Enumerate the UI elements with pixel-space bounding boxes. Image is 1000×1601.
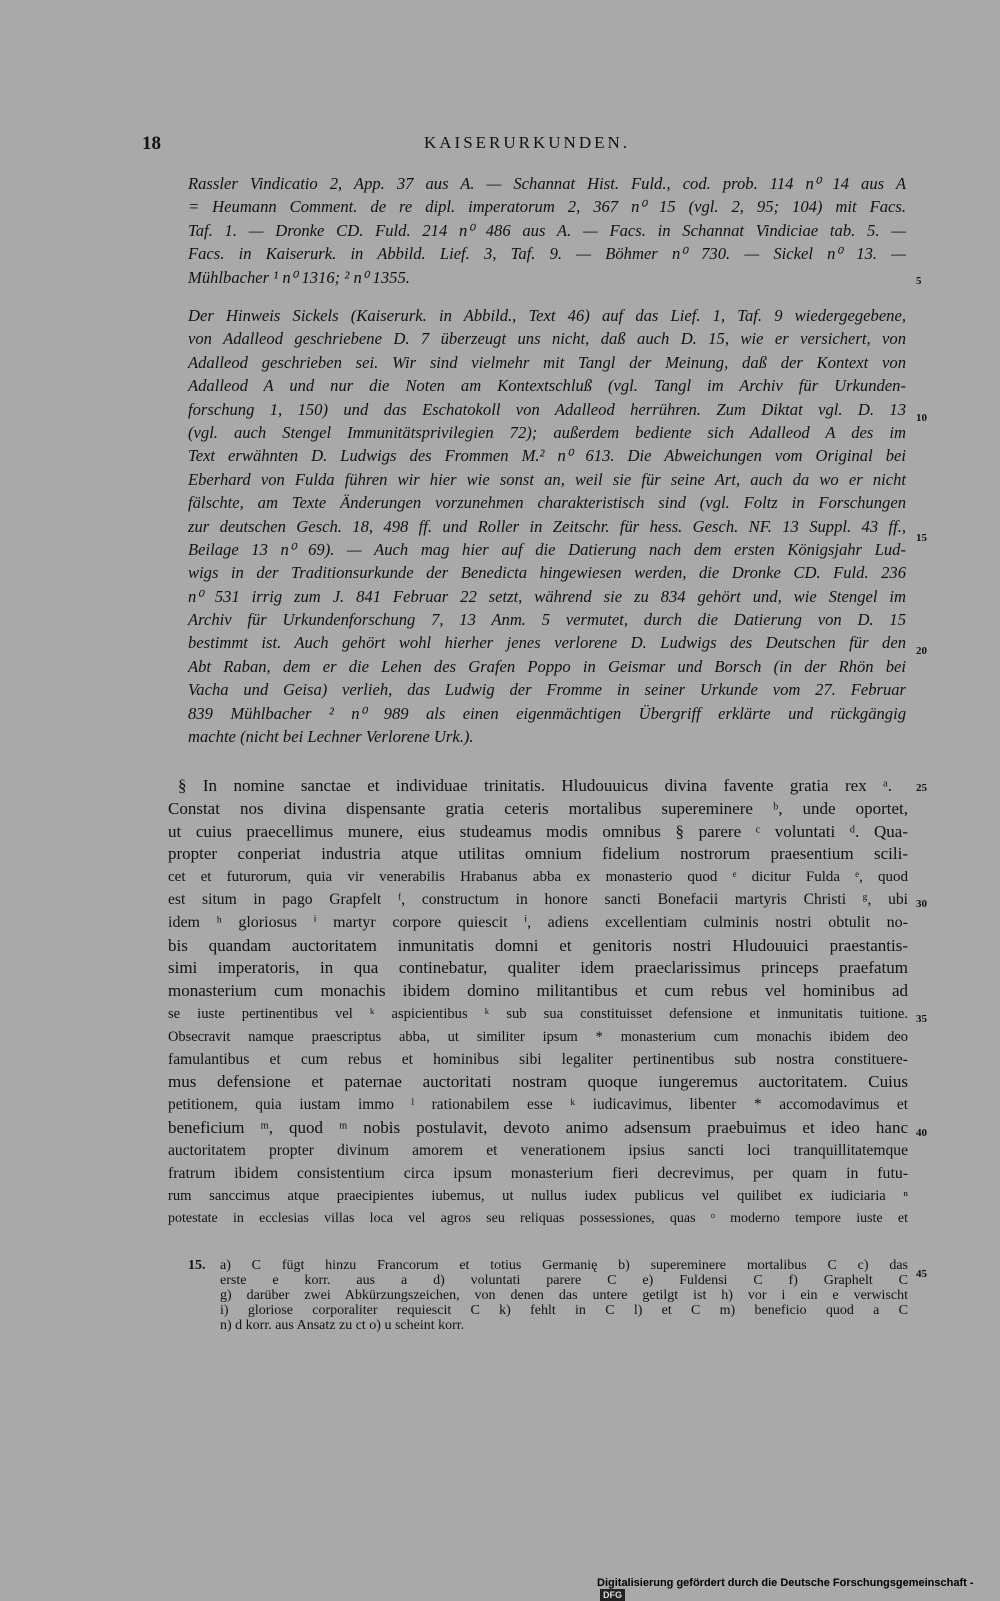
reference-line: Facs. in Kaiserurk. in Abbild. Lief. 3, Taf. 9. — Böhmer n⁰ 730. — Sickel n⁰ 13. — [188, 244, 906, 264]
charter-line: famulantibus et cum rebus et hominibus sibi legaliter pertinentibus sub nostra constituere- [168, 1050, 908, 1068]
charter-line: idem ʰ gloriosus ⁱ martyr corpore quiescit ⁱ, adiens excellentiam culminis nostri obtulit no- [168, 913, 908, 931]
footnote-line: n) d korr. aus Ansatz zu ct o) u scheint korr. [220, 1318, 465, 1333]
charter-line: rum sanccimus atque praecipientes iubemus, ut nullus iudex publicus vel quilibet ex iudiciaria ⁿ [168, 1188, 908, 1205]
footnote-line: a) C fügt hinzu Francorum et totius Germanię b) supereminere mortalibus C c) das [220, 1258, 908, 1273]
charter-line: simi imperatoris, in qua continebatur, qualiter idem praeclarissimus princeps praefatum [168, 958, 908, 978]
commentary-line: 839 Mühlbacher ² n⁰ 989 als einen eigenmächtigen Übergriff erklärte und rückgängig [188, 703, 906, 723]
charter-line: monasterium cum monachis ibidem domino militantibus et cum rebus vel hominibus ad [168, 981, 908, 1001]
reference-line: Taf. 1. — Dronke CD. Fuld. 214 n⁰ 486 aus A. — Facs. in Schannat Vindiciae tab. 5. — [188, 220, 906, 240]
charter-line: ut cuius praecellimus munere, eius studeamus modis omnibus § parere ᶜ voluntati ᵈ. Qua- [168, 821, 908, 841]
charter-line: propter conperiat industria atque utilitas omnium fidelium nostrorum praesentium scili- [168, 844, 908, 864]
commentary-line: Archiv für Urkundenforschung 7, 13 Anm. 5 vermutet, durch die Datierung von D. 15 [188, 610, 906, 630]
charter-line: Obsecravit namque praescriptus abba, ut similiter ipsum * monasterium cum monachis ibidem deo [168, 1028, 908, 1045]
margin-line-number: 35 [916, 1013, 927, 1025]
commentary-line: Vacha und Geisa) verlieh, das Ludwig der Fromme in seiner Urkunde vom 27. Februar [188, 680, 906, 700]
running-head: KAISERURKUNDEN. [423, 133, 631, 152]
commentary-line: von Adalleod geschriebene D. 7 überzeugt uns nicht, daß auch D. 15, wie er versichert, von [188, 329, 906, 349]
charter-line: potestate in ecclesias villas loca vel agros seu reliquas possessiones, quas ᵒ moderno tempore iuste et [168, 1211, 908, 1227]
commentary-block [188, 304, 906, 748]
commentary-line: Text erwähnten D. Ludwigs des Frommen M.² n⁰ 613. Die Abweichungen vom Original bei [188, 446, 906, 466]
margin-line-number: 20 [916, 645, 927, 657]
margin-line-number: 30 [916, 898, 927, 910]
commentary-line: Der Hinweis Sickels (Kaiserurk. in Abbild., Text 46) auf das Lief. 1, Taf. 9 wiedergegebene, [188, 306, 906, 325]
dfg-logo: DFG [600, 1589, 625, 1601]
commentary-line: Beilage 13 n⁰ 69). — Auch mag hier auf die Datierung nach dem ersten Königsjahr Lud- [188, 539, 906, 559]
charter-line: Constat nos divina dispensante gratia ceteris mortalibus supereminere ᵇ, unde oportet, [168, 798, 908, 818]
footnote-line: g) darüber zwei Abkürzungszeichen, von denen das untere getilgt ist h) vor i ein e verwischt [220, 1288, 908, 1303]
commentary-line: Adalleod geschrieben sei. Wir sind vielmehr mit Tangl der Meinung, daß der Kontext von [188, 352, 906, 372]
commentary-line: zur deutschen Gesch. 18, 498 ff. und Roller in Zeitschr. für hess. Gesch. NF. 13 Suppl. 43 ff., [188, 516, 906, 536]
commentary-line: (vgl. auch Stengel Immunitätsprivilegien 72); außerdem bediente sich Adalleod A des im [188, 422, 906, 442]
commentary-line: bestimmt ist. Auch gehört wohl hierher jenes verlorene D. Ludwigs des Deutschen für den [188, 633, 906, 653]
charter-line: fratrum ibidem consistentium circa ipsum monasterium fieri decrevimus, per quam in futu- [168, 1164, 908, 1182]
commentary-line: fälschte, am Texte Änderungen vorzunehmen charakteristisch sind (vgl. Foltz in Forschungen [188, 493, 906, 513]
margin-line-number: 5 [916, 275, 922, 287]
charter-line: est situm in pago Grapfelt ᶠ, constructum in honore sancti Bonefacii martyris Christi ᵍ, ubi [168, 890, 908, 908]
charter-line: auctoritatem propter divinum amorem et venerationem ipsius sancti loci tranquillitatemque [168, 1141, 908, 1159]
charter-line: cet et futurorum, quia vir venerabilis Hrabanus abba ex monasterio quod ᵉ dicitur Fulda ᵉ, quod [168, 869, 908, 886]
commentary-line: machte (nicht bei Lechner Verlorene Urk.). [188, 727, 474, 747]
footnotes [220, 1258, 908, 1333]
charter-text [168, 775, 908, 1231]
commentary-line: Abt Raban, dem er die Lehen des Grafen Poppo in Geismar und Borsch (in der Rhön bei [188, 656, 906, 676]
margin-line-number: 10 [916, 412, 927, 424]
charter-line: se iuste pertinentibus vel ᵏ aspicientibus ᵏ sub sua constituisset defensione et inmunitatis tuitione. [168, 1005, 908, 1022]
charter-line: bis quandam auctoritatem inmunitatis domni et genitoris nostri Hludouuici praestantis- [168, 935, 908, 955]
notes-number: 15. [188, 1258, 206, 1273]
commentary-line: Adalleod A und nur die Noten am Kontextschluß (vgl. Tangl im Archiv für Urkunden- [188, 376, 906, 396]
charter-line: § In nomine sanctae et individuae trinitatis. Hludouuicus divina favente gratia rex ᵃ. [178, 776, 892, 795]
footnote-line: i) gloriose corporaliter requiescit C k) fehlt in C l) et C m) beneficio quod a C [220, 1303, 908, 1318]
references-block [188, 172, 906, 289]
charter-line: petitionem, quia iustam immo ˡ rationabilem esse ᵏ iudicavimus, libenter * accomodavimus et [168, 1096, 908, 1114]
charter-line: beneficium ᵐ, quod ᵐ nobis postulavit, devoto animo adsensum praebuimus et ideo hanc [168, 1117, 908, 1137]
margin-line-number: 15 [916, 532, 927, 544]
charter-line: mus defensione et paternae auctoritati nostram quoque iungeremus auctoritatem. Cuius [168, 1072, 908, 1092]
reference-line: = Heumann Comment. de re dipl. imperatorum 2, 367 n⁰ 15 (vgl. 2, 95; 104) mit Facs. [188, 197, 906, 217]
margin-line-number: 40 [916, 1127, 927, 1139]
margin-line-number: 45 [916, 1268, 927, 1280]
page-number: 18 [142, 133, 161, 154]
commentary-line: n⁰ 531 irrig zum J. 841 Februar 22 setzt, während sie zu 834 gehört und, wie Stengel im [188, 586, 906, 606]
commentary-line: forschung 1, 150) und das Eschatokoll von Adalleod herrühren. Zum Diktat vgl. D. 13 [188, 399, 906, 419]
digitization-credit [597, 1577, 1000, 1601]
credit-text: Digitalisierung gefördert durch die Deutsche Forschungsgemeinschaft - [597, 1577, 974, 1589]
reference-line: Mühlbacher ¹ n⁰ 1316; ² n⁰ 1355. [188, 267, 410, 287]
margin-line-number: 25 [916, 782, 927, 794]
page-header [142, 133, 912, 157]
commentary-line: wigs in der Traditionsurkunde der Benedicta hingewiesen werden, die Dronke CD. Fuld. 236 [188, 563, 906, 583]
footnote-line: erste e korr. aus a d) voluntati parere C e) Fuldensi C f) Graphelt C [220, 1273, 908, 1288]
reference-line: Rassler Vindicatio 2, App. 37 aus A. — Schannat Hist. Fuld., cod. prob. 114 n⁰ 14 aus A [188, 174, 906, 193]
commentary-line: Eberhard von Fulda führen wir hier wie sonst an, weil sie für seine Art, auch da wo er nicht [188, 469, 906, 489]
